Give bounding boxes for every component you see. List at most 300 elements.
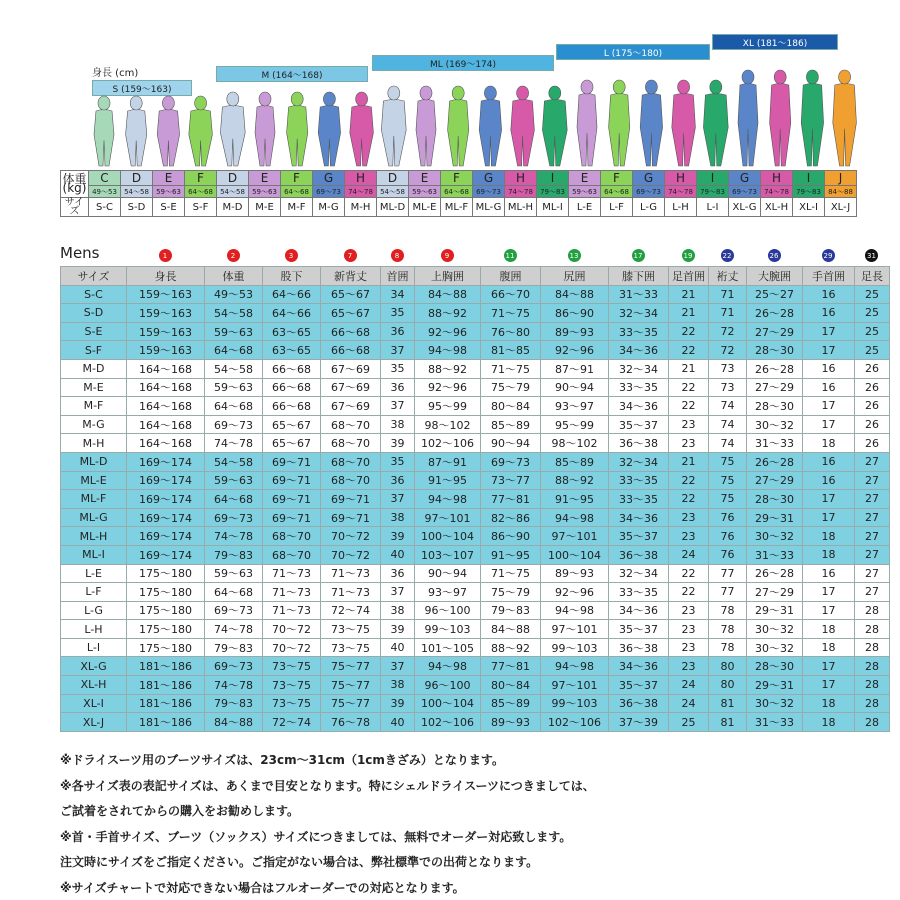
height-caption: 身長 (cm) bbox=[92, 68, 139, 79]
size-letter: C bbox=[89, 171, 121, 186]
table-cell: 99～103 bbox=[541, 638, 609, 657]
size-letter: G bbox=[633, 171, 665, 186]
table-cell: 77～81 bbox=[481, 657, 541, 676]
table-cell: 23 bbox=[669, 620, 709, 639]
column-header: 大腕囲 bbox=[747, 267, 803, 286]
table-cell: 66～68 bbox=[321, 341, 381, 360]
weight-range: 54～58 bbox=[377, 186, 409, 198]
table-cell: 159～163 bbox=[127, 322, 205, 341]
table-cell: 159～163 bbox=[127, 341, 205, 360]
table-cell: 26 bbox=[855, 397, 890, 416]
table-cell: 67～69 bbox=[321, 359, 381, 378]
size-cell: L-I bbox=[61, 638, 127, 657]
table-cell: 59～63 bbox=[205, 471, 263, 490]
table-cell: 36 bbox=[381, 471, 415, 490]
table-cell: 22 bbox=[669, 490, 709, 509]
table-cell: 69～71 bbox=[263, 452, 321, 471]
table-cell: 28～30 bbox=[747, 341, 803, 360]
size-code: S-E bbox=[153, 198, 185, 217]
table-cell: 100～104 bbox=[415, 527, 481, 546]
size-cell: ML-E bbox=[61, 471, 127, 490]
table-cell: 181～186 bbox=[127, 676, 205, 695]
table-cell: 92～96 bbox=[541, 341, 609, 360]
size-letter: G bbox=[473, 171, 505, 186]
size-letter: H bbox=[665, 171, 697, 186]
table-cell: 26 bbox=[855, 378, 890, 397]
table-cell: 80～84 bbox=[481, 676, 541, 695]
table-cell: 34～36 bbox=[609, 397, 669, 416]
table-cell: 175～180 bbox=[127, 601, 205, 620]
height-band: S (159～163) bbox=[92, 80, 192, 96]
table-cell: 25 bbox=[669, 713, 709, 732]
table-cell: 33～35 bbox=[609, 378, 669, 397]
table-cell: 16 bbox=[803, 304, 855, 323]
table-cell: 79～83 bbox=[205, 694, 263, 713]
table-cell: 94～98 bbox=[415, 657, 481, 676]
table-cell: 90～94 bbox=[481, 434, 541, 453]
size-letter: F bbox=[441, 171, 473, 186]
size-cell: S-D bbox=[61, 304, 127, 323]
table-cell: 72 bbox=[709, 341, 747, 360]
size-code: S-F bbox=[185, 198, 217, 217]
weight-range: 54～58 bbox=[121, 186, 153, 198]
table-cell: 69～71 bbox=[321, 490, 381, 509]
figures-illustration bbox=[0, 0, 900, 175]
table-cell: 69～71 bbox=[263, 508, 321, 527]
table-cell: 30～32 bbox=[747, 638, 803, 657]
table-cell: 31～33 bbox=[609, 285, 669, 304]
weight-range: 64～68 bbox=[441, 186, 473, 198]
table-cell: 97～101 bbox=[415, 508, 481, 527]
table-cell: 70～72 bbox=[263, 620, 321, 639]
table-cell: 74～78 bbox=[205, 434, 263, 453]
size-letter: E bbox=[569, 171, 601, 186]
table-cell: 97～101 bbox=[541, 527, 609, 546]
body-figure bbox=[126, 96, 147, 166]
table-cell: 35～37 bbox=[609, 676, 669, 695]
weight-range: 59～63 bbox=[153, 186, 185, 198]
column-number-badge: 29 bbox=[822, 249, 835, 262]
column-header: 足長 bbox=[855, 267, 890, 286]
size-cell: ML-D bbox=[61, 452, 127, 471]
table-cell: 29～31 bbox=[747, 676, 803, 695]
table-cell: 71～75 bbox=[481, 359, 541, 378]
weight-range: 64～68 bbox=[281, 186, 313, 198]
table-cell: 69～71 bbox=[263, 490, 321, 509]
table-cell: 33～35 bbox=[609, 583, 669, 602]
table-cell: 88～92 bbox=[415, 359, 481, 378]
body-figure bbox=[157, 96, 179, 166]
table-row bbox=[61, 452, 890, 471]
table-cell: 88～92 bbox=[481, 638, 541, 657]
weight-range: 74～78 bbox=[345, 186, 377, 198]
table-cell: 34～36 bbox=[609, 508, 669, 527]
size-code: M-H bbox=[345, 198, 377, 217]
table-row bbox=[61, 601, 890, 620]
table-cell: 100～104 bbox=[415, 694, 481, 713]
table-row bbox=[61, 583, 890, 602]
table-cell: 181～186 bbox=[127, 657, 205, 676]
table-cell: 22 bbox=[669, 471, 709, 490]
table-cell: 84～88 bbox=[541, 285, 609, 304]
table-cell: 28 bbox=[855, 676, 890, 695]
weight-range: 79～83 bbox=[793, 186, 825, 198]
table-cell: 89～93 bbox=[541, 322, 609, 341]
table-cell: 159～163 bbox=[127, 285, 205, 304]
table-cell: 18 bbox=[803, 638, 855, 657]
size-cell: M-F bbox=[61, 397, 127, 416]
size-letter: I bbox=[537, 171, 569, 186]
table-cell: 17 bbox=[803, 322, 855, 341]
table-cell: 23 bbox=[669, 657, 709, 676]
table-cell: 33～35 bbox=[609, 322, 669, 341]
size-code: L-F bbox=[601, 198, 633, 217]
size-code: ML-I bbox=[537, 198, 569, 217]
table-cell: 16 bbox=[803, 359, 855, 378]
table-cell: 81～85 bbox=[481, 341, 541, 360]
table-cell: 94～98 bbox=[541, 508, 609, 527]
table-cell: 74 bbox=[709, 415, 747, 434]
table-cell: 68～70 bbox=[321, 434, 381, 453]
column-header: 裄丈 bbox=[709, 267, 747, 286]
table-cell: 59～63 bbox=[205, 378, 263, 397]
table-cell: 35 bbox=[381, 452, 415, 471]
body-figure bbox=[703, 80, 728, 166]
body-figure bbox=[801, 70, 823, 166]
table-cell: 159～163 bbox=[127, 304, 205, 323]
column-header: 体重 bbox=[205, 267, 263, 286]
table-cell: 181～186 bbox=[127, 713, 205, 732]
table-cell: 28 bbox=[855, 713, 890, 732]
note-line: ※サイズチャートで対応できない場合はフルオーダーでの対応となります。 bbox=[60, 880, 465, 895]
column-number-badge: 26 bbox=[768, 249, 781, 262]
table-cell: 21 bbox=[669, 359, 709, 378]
table-cell: 94～98 bbox=[541, 601, 609, 620]
height-band: XL (181～186) bbox=[712, 34, 838, 50]
table-cell: 71～73 bbox=[321, 583, 381, 602]
table-row bbox=[61, 694, 890, 713]
table-cell: 54～58 bbox=[205, 304, 263, 323]
table-cell: 87～91 bbox=[415, 452, 481, 471]
table-cell: 28～30 bbox=[747, 490, 803, 509]
column-header: 尻囲 bbox=[541, 267, 609, 286]
body-figure bbox=[220, 92, 245, 166]
table-cell: 17 bbox=[803, 397, 855, 416]
table-cell: 85～89 bbox=[481, 694, 541, 713]
table-cell: 38 bbox=[381, 676, 415, 695]
table-cell: 84～88 bbox=[205, 713, 263, 732]
table-cell: 28 bbox=[855, 620, 890, 639]
table-cell: 28 bbox=[855, 638, 890, 657]
table-cell: 88～92 bbox=[415, 304, 481, 323]
size-code: ML-D bbox=[377, 198, 409, 217]
table-cell: 99～103 bbox=[415, 620, 481, 639]
size-code: M-F bbox=[281, 198, 313, 217]
table-cell: 21 bbox=[669, 452, 709, 471]
table-cell: 84～88 bbox=[415, 285, 481, 304]
table-cell: 66～68 bbox=[263, 378, 321, 397]
table-cell: 74～78 bbox=[205, 676, 263, 695]
weight-range: 79～83 bbox=[537, 186, 569, 198]
table-cell: 27～29 bbox=[747, 471, 803, 490]
table-cell: 30～32 bbox=[747, 694, 803, 713]
body-figure bbox=[640, 80, 662, 166]
table-cell: 16 bbox=[803, 452, 855, 471]
table-cell: 65～67 bbox=[321, 304, 381, 323]
table-cell: 75～77 bbox=[321, 694, 381, 713]
table-cell: 102～106 bbox=[415, 434, 481, 453]
body-figure bbox=[833, 70, 857, 166]
body-figure bbox=[255, 92, 275, 166]
table-cell: 94～98 bbox=[415, 341, 481, 360]
height-band: L (175～180) bbox=[556, 44, 710, 60]
table-cell: 34～36 bbox=[609, 601, 669, 620]
weight-range: 59～63 bbox=[409, 186, 441, 198]
table-cell: 68～70 bbox=[263, 545, 321, 564]
weight-range: 84～88 bbox=[825, 186, 857, 198]
table-cell: 28 bbox=[855, 601, 890, 620]
table-cell: 65～67 bbox=[263, 415, 321, 434]
body-figure bbox=[479, 86, 501, 166]
table-cell: 79～83 bbox=[205, 545, 263, 564]
body-figure bbox=[511, 86, 535, 166]
table-cell: 30～32 bbox=[747, 620, 803, 639]
table-cell: 89～93 bbox=[481, 713, 541, 732]
table-cell: 22 bbox=[669, 564, 709, 583]
table-cell: 68～70 bbox=[321, 415, 381, 434]
table-cell: 98～102 bbox=[541, 434, 609, 453]
column-number-badge: 22 bbox=[721, 249, 734, 262]
size-letter: F bbox=[281, 171, 313, 186]
table-cell: 40 bbox=[381, 713, 415, 732]
table-cell: 22 bbox=[669, 378, 709, 397]
table-cell: 77 bbox=[709, 583, 747, 602]
table-cell: 27 bbox=[855, 490, 890, 509]
size-label: サイズ bbox=[61, 198, 89, 217]
column-header: 足首囲 bbox=[669, 267, 709, 286]
size-code-grid bbox=[60, 170, 857, 217]
table-cell: 37 bbox=[381, 341, 415, 360]
letters-row bbox=[61, 171, 857, 186]
table-cell: 91～95 bbox=[541, 490, 609, 509]
table-row bbox=[61, 434, 890, 453]
body-figure bbox=[609, 80, 630, 166]
table-cell: 68～70 bbox=[321, 471, 381, 490]
table-cell: 38 bbox=[381, 508, 415, 527]
size-code: XL-G bbox=[729, 198, 761, 217]
table-cell: 59～63 bbox=[205, 564, 263, 583]
table-cell: 37 bbox=[381, 397, 415, 416]
column-header: 新背丈 bbox=[321, 267, 381, 286]
table-cell: 64～68 bbox=[205, 490, 263, 509]
body-figure bbox=[770, 70, 791, 166]
size-cell: ML-G bbox=[61, 508, 127, 527]
table-cell: 70～72 bbox=[263, 638, 321, 657]
table-cell: 16 bbox=[803, 564, 855, 583]
table-cell: 17 bbox=[803, 657, 855, 676]
table-cell: 27 bbox=[855, 545, 890, 564]
body-figure bbox=[189, 96, 213, 166]
table-cell: 66～70 bbox=[481, 285, 541, 304]
size-code: L-H bbox=[665, 198, 697, 217]
table-cell: 36～38 bbox=[609, 638, 669, 657]
table-cell: 76～80 bbox=[481, 322, 541, 341]
table-cell: 75～79 bbox=[481, 378, 541, 397]
size-code: ML-H bbox=[505, 198, 537, 217]
table-cell: 76 bbox=[709, 527, 747, 546]
table-cell: 78 bbox=[709, 601, 747, 620]
table-cell: 27～29 bbox=[747, 322, 803, 341]
table-cell: 16 bbox=[803, 471, 855, 490]
table-cell: 175～180 bbox=[127, 638, 205, 657]
table-cell: 36～38 bbox=[609, 694, 669, 713]
table-cell: 39 bbox=[381, 694, 415, 713]
table-cell: 101～105 bbox=[415, 638, 481, 657]
table-cell: 72～74 bbox=[263, 713, 321, 732]
column-number-badge: 9 bbox=[441, 249, 454, 262]
table-cell: 93～97 bbox=[541, 397, 609, 416]
table-cell: 40 bbox=[381, 545, 415, 564]
note-line: ※首・手首サイズ、ブーツ（ソックス）サイズにつきましては、無料でオーダー対応致します。 bbox=[60, 829, 572, 844]
table-row bbox=[61, 490, 890, 509]
table-cell: 31～33 bbox=[747, 434, 803, 453]
table-cell: 92～96 bbox=[415, 322, 481, 341]
table-cell: 69～73 bbox=[205, 657, 263, 676]
table-cell: 74～78 bbox=[205, 620, 263, 639]
table-cell: 32～34 bbox=[609, 452, 669, 471]
size-letter: F bbox=[601, 171, 633, 186]
table-cell: 103～107 bbox=[415, 545, 481, 564]
size-code: L-G bbox=[633, 198, 665, 217]
table-cell: 26 bbox=[855, 415, 890, 434]
size-cell: L-F bbox=[61, 583, 127, 602]
table-cell: 18 bbox=[803, 527, 855, 546]
table-cell: 71～73 bbox=[263, 583, 321, 602]
size-letter: D bbox=[121, 171, 153, 186]
table-cell: 73～77 bbox=[481, 471, 541, 490]
table-cell: 71～75 bbox=[481, 564, 541, 583]
weights-row bbox=[61, 186, 857, 198]
table-cell: 90～94 bbox=[541, 378, 609, 397]
table-cell: 74 bbox=[709, 397, 747, 416]
table-cell: 30～32 bbox=[747, 415, 803, 434]
column-header: 腹囲 bbox=[481, 267, 541, 286]
body-figure bbox=[672, 80, 696, 166]
table-cell: 26～28 bbox=[747, 452, 803, 471]
table-cell: 79～83 bbox=[205, 638, 263, 657]
table-cell: 16 bbox=[803, 378, 855, 397]
table-cell: 93～97 bbox=[415, 583, 481, 602]
weight-label: 体重 (kg) bbox=[61, 171, 89, 198]
weight-range: 69～73 bbox=[473, 186, 505, 198]
table-cell: 37 bbox=[381, 490, 415, 509]
table-cell: 33～35 bbox=[609, 490, 669, 509]
table-cell: 102～106 bbox=[415, 713, 481, 732]
table-cell: 71～73 bbox=[263, 564, 321, 583]
table-cell: 67～69 bbox=[321, 378, 381, 397]
body-figure bbox=[577, 80, 597, 166]
table-row bbox=[61, 304, 890, 323]
table-cell: 73 bbox=[709, 378, 747, 397]
table-cell: 181～186 bbox=[127, 694, 205, 713]
table-row bbox=[61, 657, 890, 676]
table-cell: 27 bbox=[855, 527, 890, 546]
body-figure bbox=[381, 86, 406, 166]
table-row bbox=[61, 713, 890, 732]
table-cell: 80 bbox=[709, 676, 747, 695]
table-cell: 21 bbox=[669, 304, 709, 323]
table-cell: 99～103 bbox=[541, 694, 609, 713]
table-row bbox=[61, 322, 890, 341]
size-code: S-D bbox=[121, 198, 153, 217]
size-code: XL-J bbox=[825, 198, 857, 217]
table-cell: 72 bbox=[709, 322, 747, 341]
table-cell: 35～37 bbox=[609, 620, 669, 639]
body-figure bbox=[738, 70, 758, 166]
table-cell: 78 bbox=[709, 638, 747, 657]
table-cell: 26～28 bbox=[747, 304, 803, 323]
table-cell: 26 bbox=[855, 359, 890, 378]
table-cell: 169～174 bbox=[127, 527, 205, 546]
size-letter: D bbox=[217, 171, 249, 186]
table-cell: 64～68 bbox=[205, 397, 263, 416]
body-figure bbox=[350, 92, 374, 166]
table-cell: 64～66 bbox=[263, 285, 321, 304]
table-cell: 90～94 bbox=[415, 564, 481, 583]
table-cell: 36 bbox=[381, 322, 415, 341]
table-cell: 23 bbox=[669, 508, 709, 527]
body-figure bbox=[94, 96, 114, 166]
column-header: 身長 bbox=[127, 267, 205, 286]
table-cell: 73～75 bbox=[263, 676, 321, 695]
table-cell: 28 bbox=[855, 694, 890, 713]
table-cell: 21 bbox=[669, 285, 709, 304]
table-cell: 32～34 bbox=[609, 304, 669, 323]
table-cell: 164～168 bbox=[127, 397, 205, 416]
table-cell: 31～33 bbox=[747, 545, 803, 564]
table-cell: 73～75 bbox=[321, 620, 381, 639]
size-cell: XL-J bbox=[61, 713, 127, 732]
table-cell: 49～53 bbox=[205, 285, 263, 304]
body-figure bbox=[416, 86, 436, 166]
table-cell: 23 bbox=[669, 415, 709, 434]
table-cell: 27 bbox=[855, 471, 890, 490]
table-cell: 76 bbox=[709, 545, 747, 564]
size-code: M-E bbox=[249, 198, 281, 217]
table-cell: 27 bbox=[855, 583, 890, 602]
note-line: ご試着をされてからの購入をお勧めします。 bbox=[60, 804, 300, 818]
height-band: M (164～168) bbox=[216, 66, 368, 82]
table-cell: 97～101 bbox=[541, 620, 609, 639]
table-cell: 22 bbox=[669, 341, 709, 360]
table-cell: 65～67 bbox=[321, 285, 381, 304]
table-cell: 79～83 bbox=[481, 601, 541, 620]
table-cell: 169～174 bbox=[127, 490, 205, 509]
column-header: 手首囲 bbox=[803, 267, 855, 286]
size-cell: ML-H bbox=[61, 527, 127, 546]
table-cell: 78 bbox=[709, 620, 747, 639]
table-row bbox=[61, 415, 890, 434]
table-cell: 39 bbox=[381, 527, 415, 546]
column-number-badge: 3 bbox=[285, 249, 298, 262]
table-cell: 40 bbox=[381, 638, 415, 657]
table-cell: 73～75 bbox=[263, 694, 321, 713]
weight-range: 74～78 bbox=[505, 186, 537, 198]
table-cell: 71 bbox=[709, 285, 747, 304]
table-cell: 75 bbox=[709, 490, 747, 509]
table-cell: 66～68 bbox=[321, 322, 381, 341]
table-cell: 71～73 bbox=[263, 601, 321, 620]
